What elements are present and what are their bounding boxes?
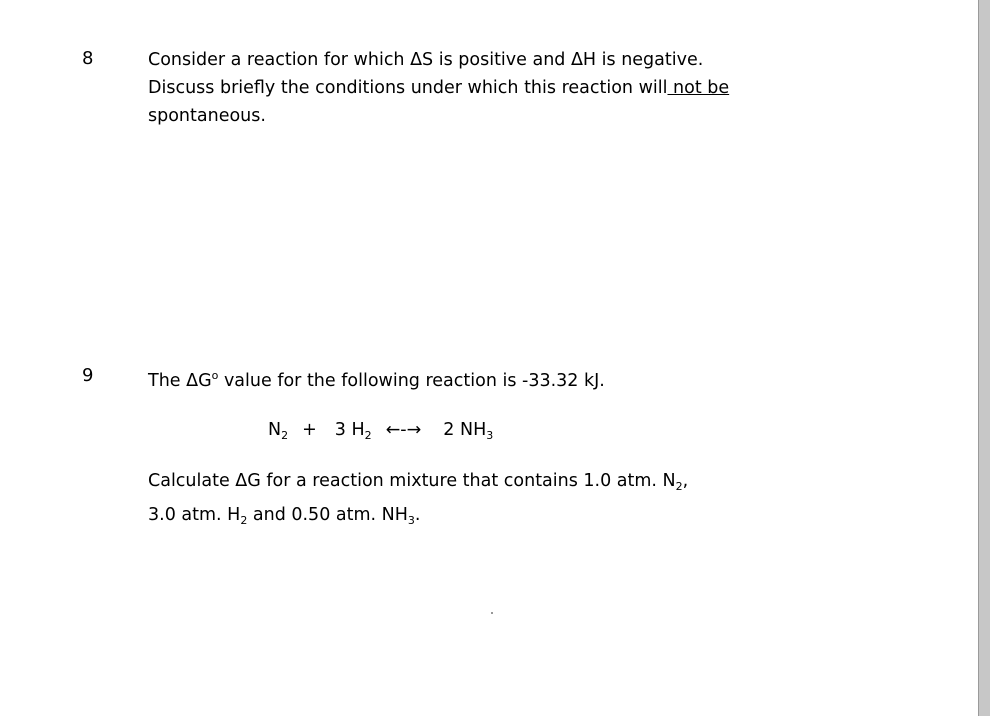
reaction-equation: [268, 416, 493, 450]
calc-line-2-b: and 0.50 atm. NH: [247, 505, 408, 525]
calc-line-1-text: Calculate ΔG for a reaction mixture that contains 1.0 atm. N: [148, 471, 676, 491]
calc-line-1-sub: 2: [675, 480, 683, 493]
equation-n-sub: 2: [281, 429, 289, 442]
calculation-line-2: [148, 501, 688, 535]
equation-n: N: [268, 420, 282, 440]
question-9-intro-pre: The ΔG: [148, 371, 212, 391]
question-9-intro-post: value for the following reaction is -33.32 kJ.: [218, 371, 605, 391]
not-be-underlined: not be: [667, 78, 730, 98]
equation-arrow: ←-→: [385, 420, 422, 440]
question-9-intro-sup: o: [211, 369, 219, 382]
question-8-line-2: [148, 74, 729, 102]
stray-mark: [491, 612, 493, 614]
question-9-number: 9: [82, 365, 94, 386]
question-8-text: [148, 46, 729, 130]
calc-line-2-sub-1: 2: [240, 514, 248, 527]
window-edge-scrollbar[interactable]: [978, 0, 990, 716]
calculation-line-1: [148, 467, 688, 501]
equation-nh-sub: 3: [486, 429, 494, 442]
equation-nh: 2 NH: [443, 420, 487, 440]
question-9-calculation: [148, 467, 688, 535]
calc-line-2-a: 3.0 atm. H: [148, 505, 241, 525]
question-9-intro: [148, 362, 605, 395]
calc-line-2-c: .: [414, 505, 421, 525]
calc-line-1-post: ,: [682, 471, 689, 491]
question-8-number: 8: [82, 48, 94, 69]
question-8-line-3: spontaneous.: [148, 106, 266, 126]
question-8-line-2-text: Discuss briefly the conditions under which this reaction will: [148, 78, 668, 98]
question-8-line-1: Consider a reaction for which ΔS is positive and ΔH is negative.: [148, 50, 704, 70]
equation-h-sub: 2: [364, 429, 372, 442]
equation-h: 3 H: [334, 420, 365, 440]
equation-plus: +: [302, 420, 317, 440]
calc-line-2-sub-2: 3: [407, 514, 415, 527]
